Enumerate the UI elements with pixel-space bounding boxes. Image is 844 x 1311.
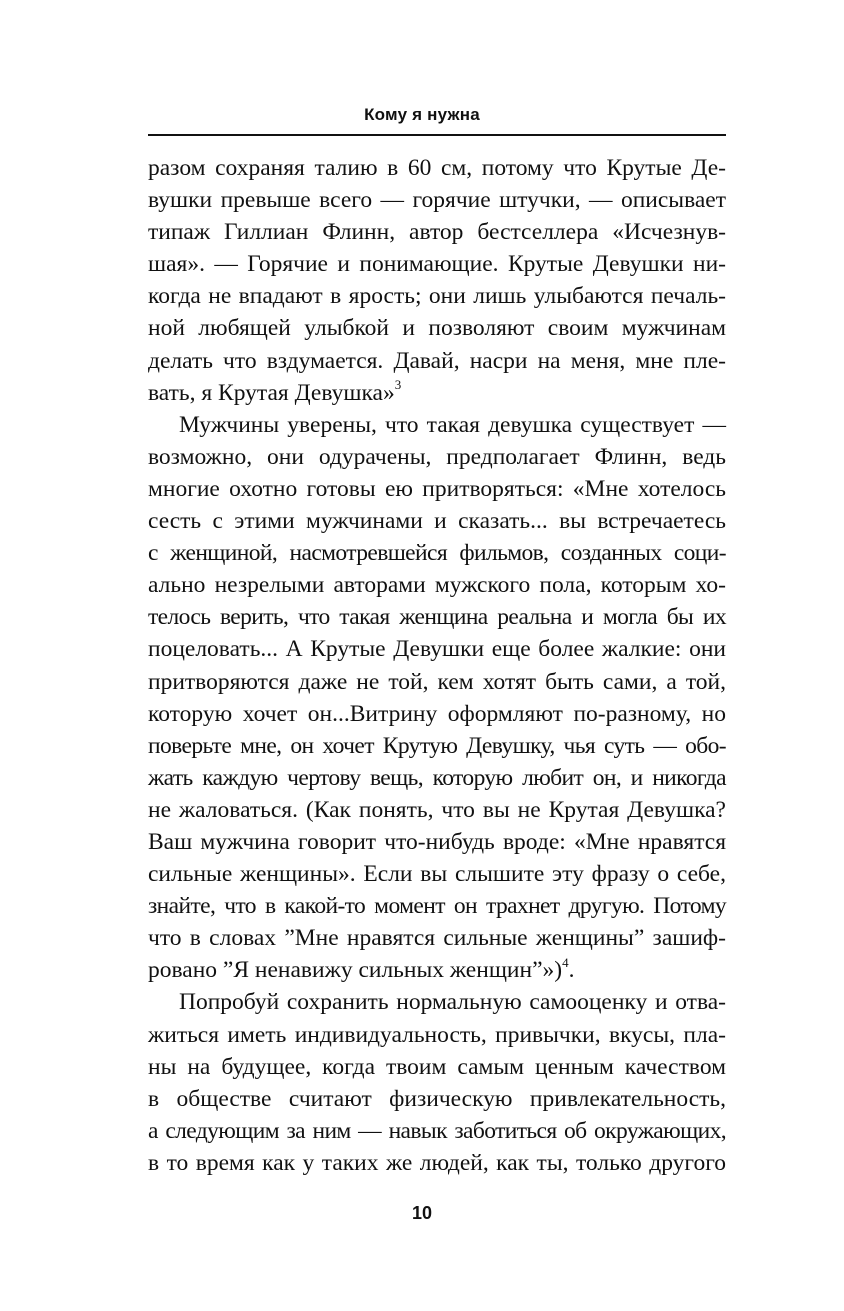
text-line: житься иметь индивидуальность, привычки, вкусы, пла-: [148, 1021, 726, 1048]
text-line: с женщиной, насмотревшейся фильмов, созданных соци-: [148, 540, 726, 567]
text-line: ной любящей улыбкой и позволяют своим мужчинам: [148, 315, 726, 342]
text-line: шая». — Горячие и понимающие. Крутые Девушки ни-: [148, 251, 726, 278]
paragraph-1: [148, 152, 726, 409]
text-line: поцеловать... А Крутые Девушки еще более жалкие: они: [148, 636, 726, 663]
paragraph-2: [148, 409, 726, 987]
text-line: притворяются даже не той, кем хотят быть сами, а той,: [148, 668, 726, 695]
text-line: в обществе считают физическую привлекательность,: [148, 1085, 726, 1112]
text-line: разом сохраняя талию в 60 см, потому что Крутые Де-: [148, 155, 726, 181]
paragraph-3: [148, 986, 726, 1179]
text-line: поверьте мне, он хочет Крутую Девушку, чья суть — обо-: [148, 732, 726, 759]
text-line: не жаловаться. (Как понять, что вы не Крутая Девушка?: [148, 796, 726, 823]
text-line: ны на будущее, когда твоим самым ценным качеством: [148, 1053, 726, 1080]
text-line-last: [148, 377, 726, 409]
text-line: многие охотно готовы ею притворяться: «Мне хотелось: [148, 475, 726, 502]
text-line: возможно, они одурачены, предполагает Флинн, ведь: [148, 443, 726, 470]
text-line: что в словах ”Мне нравятся сильные женщины” зашиф-: [148, 925, 726, 952]
text-line: делать что вздумается. Давай, насри на меня, мне пле-: [148, 347, 726, 374]
header-rule: [148, 134, 726, 136]
text-line: Ваш мужчина говорит что-нибудь вроде: «Мне нравятся: [148, 828, 726, 855]
text-line: Мужчины уверены, что такая девушка существует —: [179, 411, 726, 438]
text-line: в то время как у таких же людей, как ты, только другого: [148, 1149, 726, 1176]
page-number: 10: [411, 1203, 433, 1223]
text-line: когда не впадают в ярость; они лишь улыбаются печаль-: [148, 283, 726, 310]
text-fragment: .: [568, 957, 575, 984]
footnote-ref: 3: [394, 376, 402, 392]
text-line: знайте, что в какой-то момент он трахнет другую. Потому: [148, 893, 726, 920]
text-line-last: [148, 954, 726, 986]
text-line: Попробуй сохранить нормальную самооценку и отва-: [179, 989, 726, 1016]
text-line: типаж Гиллиан Флинн, автор бестселлера «Исчезнув-: [148, 219, 726, 246]
text-line: которую хочет он...Витрину оформляют по-разному, но: [148, 700, 726, 727]
text-line: сесть с этими мужчинами и сказать... вы встречаетесь: [148, 508, 726, 535]
text-line: ально незрелыми авторами мужского пола, которым хо-: [148, 572, 726, 599]
text-line: телось верить, что такая женщина реальна и могла бы их: [148, 604, 726, 631]
footnote-ref: 4: [562, 954, 569, 970]
text-line: жать каждую чертову вещь, которую любит он, и никогда: [148, 764, 726, 791]
text-line: вушки превыше всего — горячие штучки, — описывает: [148, 187, 726, 214]
text-line: сильные женщины». Если вы слышите эту фразу о себе,: [148, 861, 726, 888]
text-fragment: вать, я Крутая Девушка»: [148, 379, 395, 406]
text-line: а следующим за ним — навык заботиться об окружающих,: [148, 1117, 726, 1144]
text-fragment: ровано ”Я ненавижу сильных женщин”»): [148, 957, 563, 984]
running-head: Кому я нужна: [364, 105, 480, 124]
body-text: [148, 152, 726, 1179]
